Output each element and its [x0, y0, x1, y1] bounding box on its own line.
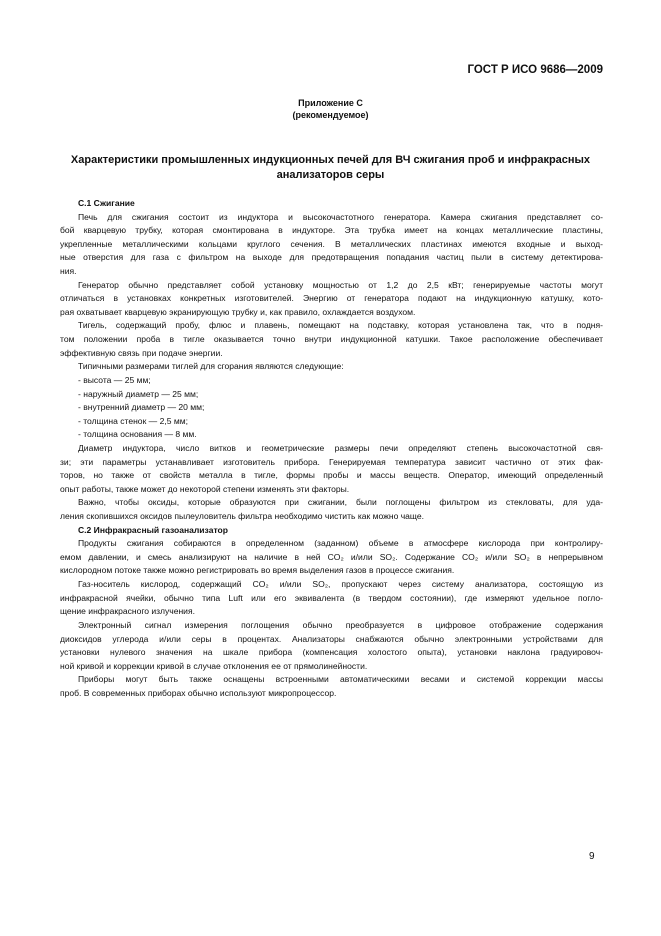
list-item: - наружный диаметр — 25 мм; [78, 388, 199, 399]
paragraph-line: Продукты сжигания собираются в определенном (заданном) объеме в атмосфере кислорода при контролиру- [78, 538, 603, 549]
paragraph-line: ные отверстия для газа с фильтром на выходе для предотвращения попадания частиц пыли в систему детектирова- [60, 252, 603, 263]
paragraph-line: отличаться в установках конкретных изготовителей. Энергию от генератора подают на индукционную катушку, кото- [60, 293, 603, 304]
paragraph-line: Генератор обычно представляет собой установку мощностью от 1,2 до 2,5 кВт; генерируемые частоты могут [78, 279, 603, 290]
annex-label: Приложение С [298, 98, 363, 108]
paragraph-line: диоксидов углерода и/или серы в процентах. Анализаторы снабжаются обычно электронными устройствами для [60, 633, 603, 644]
paragraph-line: инфракрасной ячейки, обычно типа Luft или его эквивалента (в твердом состоянии), где измеряют удельное погло- [60, 592, 603, 603]
paragraph-line: торов, но также от свойств металла в тигле, формы пробы и массы веществ. Оператор, имеющий определенный [60, 470, 603, 481]
paragraph-line: Газ-носитель кислород, содержащий CO₂ и/или SO₂, пропускают через систему анализатора, состоящую из [78, 579, 603, 590]
paragraph-line: проб. В современных приборах обычно используют микропроцессор. [60, 687, 337, 698]
paragraph-line: Электронный сигнал измерения поглощения обычно преобразуется в цифровое отображение содержания [78, 619, 603, 630]
paragraph-line: укрепленные металлическими кольцами круглого сечения. В металлических пластинах имеются входные и выход- [60, 238, 603, 249]
paragraph-line: том положении проба в тигле оказывается точно внутри индукционной катушки. Такое расположение обеспечивает [60, 334, 603, 345]
list-item: - толщина основания — 8 мм. [78, 429, 197, 440]
paragraph-line: Типичными размерами тиглей для сгорания являются следующие: [78, 361, 344, 372]
paragraph-line: установки нулевого значения на шкале прибора (компенсация холостого опыта), установки наклона градуировоч- [60, 647, 603, 658]
section-heading: С.1 Сжигание [78, 198, 135, 208]
section-heading: С.2 Инфракрасный газоанализатор [78, 524, 228, 535]
list-item: - высота — 25 мм; [78, 374, 151, 385]
paragraph-line: Важно, чтобы оксиды, которые образуются при сжигании, были поглощены фильтром из стекловаты, для уда- [78, 497, 603, 508]
paragraph-line: бой кварцевую трубку, которая смонтирована в индукторе. Эта трубка имеет на концах металлические пластины, [60, 225, 603, 236]
paragraph-line: кислородном потоке также можно регистрировать во время выделения газов в процессе сжигания. [60, 565, 455, 576]
paragraph-line: зи; эти параметры устанавливает изготовитель прибора. Генерируемая температура зависит частично от этих фак- [60, 456, 603, 467]
paragraph-line: рая охватывает кварцевую экранирующую трубку и, как правило, охлаждается воздухом. [60, 306, 416, 317]
paragraph-line: ления скопившихся оксидов пылеуловитель фильтра необходимо чистить как можно чаще. [60, 511, 424, 522]
annex-title [40, 153, 621, 183]
page-number: 9 [589, 851, 595, 862]
paragraph-line: опыт работы, также может до некоторой степени изменять эти факторы. [60, 483, 350, 494]
paragraph-line: емом давлении, и смесь анализируют на наличие в ней CO₂ и/или SO₂. Содержание CO₂ и/или SO₂ в непрерывном [60, 551, 603, 562]
paragraph-line: Диаметр индуктора, число витков и геометрические размеры печи определяют степень высокочастотной свя- [78, 442, 603, 453]
document-body [60, 197, 603, 701]
paragraph-line: Приборы могут быть также оснащены встроенными автоматическими весами и системой коррекции массы [78, 674, 603, 685]
paragraph-line: ной кривой и коррекции кривой в случае отклонения ее от прямолинейности. [60, 660, 368, 671]
title-line: анализаторов серы [276, 169, 385, 181]
paragraph-line: Печь для сжигания состоит из индуктора и высокочастотного генератора. Камера сжигания представляет со- [78, 211, 603, 222]
paragraph-line: Тигель, содержащий пробу, флюс и плавень, помещают на подставку, которая установлена так, что в подня- [78, 320, 603, 331]
list-item: - толщина стенок — 2,5 мм; [78, 415, 188, 426]
paragraph-line: ния. [60, 266, 77, 277]
paragraph-line: щение инфракрасного излучения. [60, 606, 195, 617]
standard-designation: ГОСТ Р ИСО 9686—2009 [467, 64, 603, 76]
paragraph-line: эффективную связь при подаче энергии. [60, 347, 223, 358]
list-item: - внутренний диаметр — 20 мм; [78, 402, 205, 413]
annex-status: (рекомендуемое) [292, 110, 369, 120]
title-line: Характеристики промышленных индукционных печей для ВЧ сжигания проб и инфракрасных [70, 154, 591, 166]
